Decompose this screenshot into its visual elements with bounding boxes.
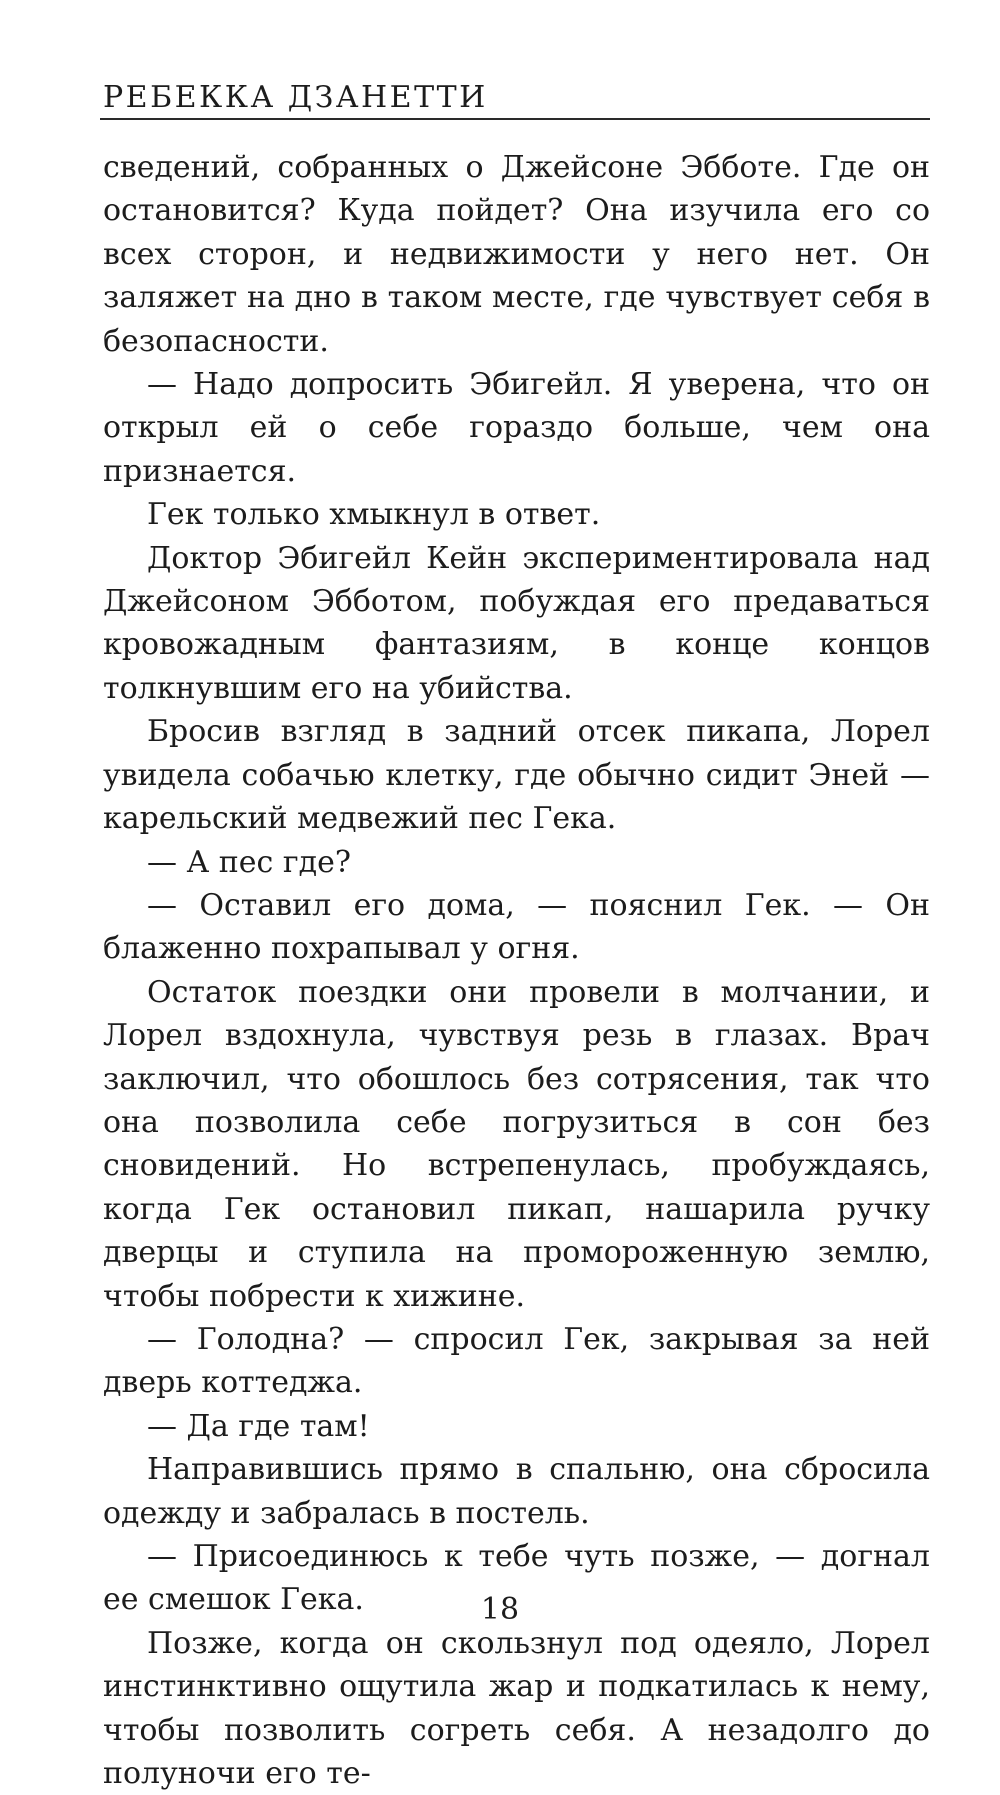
paragraph: — Присоединюсь к тебе чуть позже, — догнал ее смешок Гека. (103, 1539, 930, 1618)
paragraph: Доктор Эбигейл Кейн экспериментировала над Джейсоном Эбботом, побуждая его предаваться кровожадным фантазиям, в конце концов толкнувшим его на убийства. (103, 540, 930, 706)
paragraph: — Голодна? — спросил Гек, закрывая за ней дверь коттеджа. (103, 1321, 930, 1401)
header-rule (100, 118, 930, 120)
paragraph: Позже, когда он скользнул под одеяло, Лорел инстинктивно ощутила жар и подкатилась к нему, чтобы позволить согреть себя. А незадолго до полуночи его те- (103, 1625, 930, 1792)
paragraph: — Да где там! (147, 1408, 370, 1444)
paragraph: — Оставил его дома, — пояснил Гек. — Он блаженно похрапывал у огня. (103, 887, 930, 967)
paragraph: Направившись прямо в спальню, она сбросила одежду и забралась в постель. (103, 1452, 930, 1531)
page-number: 18 (480, 1592, 520, 1627)
body-text (103, 146, 930, 1795)
paragraph: — А пес где? (147, 844, 351, 880)
paragraph: сведений, собранных о Джейсоне Эбботе. Где он остановится? Куда пойдет? Она изучила его со всех сторон, и недвижимости у него нет. Он заляжет на дно в таком месте, где чувствует себя в безопасности. (103, 150, 930, 359)
paragraph: Гек только хмыкнул в ответ. (147, 497, 601, 533)
paragraph: — Надо допросить Эбигейл. Я уверена, что он открыл ей о себе гораздо больше, чем она признается. (103, 367, 930, 489)
paragraph: Бросив взгляд в задний отсек пикапа, Лорел увидела собачью клетку, где обычно сидит Эней — карельский медвежий пес Гека. (103, 714, 930, 837)
running-head-author: РЕБЕККА ДЗАНЕТТИ (103, 80, 488, 115)
paragraph: Остаток поездки они провели в молчании, и Лорел вздохнула, чувствуя резь в глазах. Врач заключил, что обошлось без сотрясения, так что она позволила себе погрузиться в сон без сновидений. Но встрепенулась, пробуждаясь, когда Гек остановил пикап, нашарила ручку дверцы и ступила на промороженную землю, чтобы побрести к хижине. (103, 974, 930, 1314)
